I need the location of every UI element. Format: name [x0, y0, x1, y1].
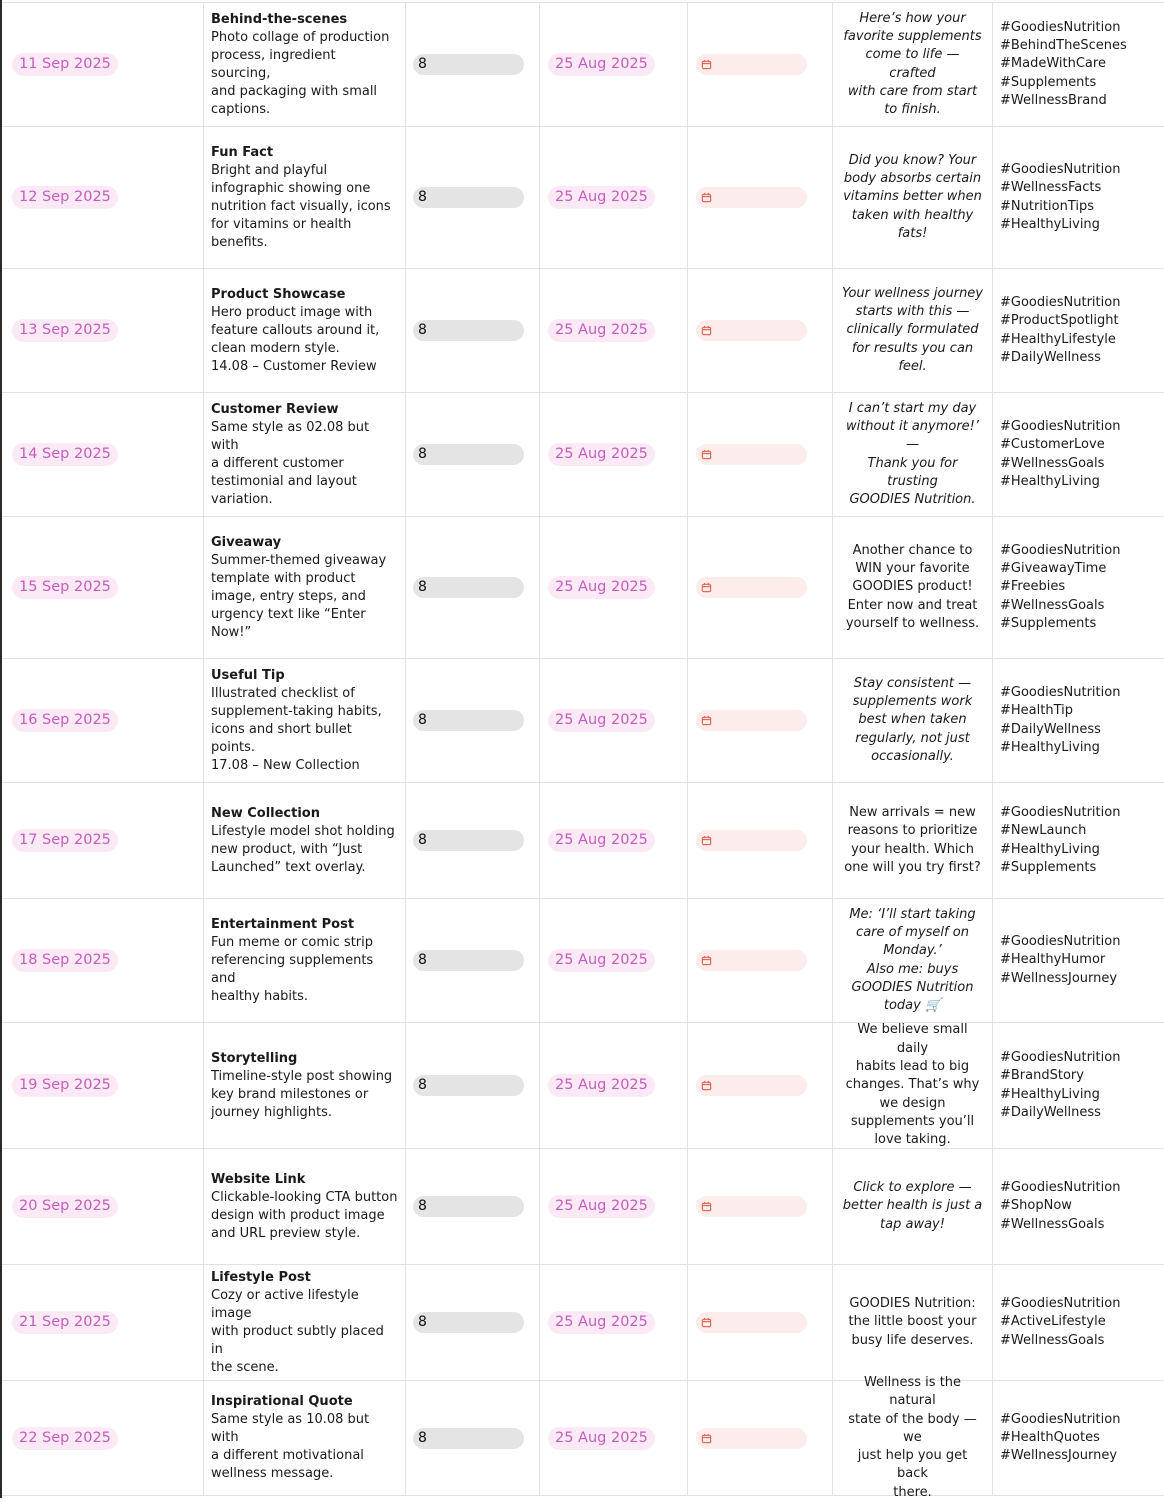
due-date-pill[interactable]: 25 Aug 2025 [548, 319, 655, 342]
description [211, 1393, 399, 1483]
post-caption: New arrivals = new reasons to prioritize your health. Which one will you try first? [844, 804, 981, 875]
post-date-pill[interactable]: 21 Sep 2025 [12, 1311, 118, 1334]
caption-cell [833, 659, 993, 782]
description-cell [204, 1381, 406, 1495]
number-cell [406, 783, 540, 898]
table-row [2, 126, 1164, 268]
hashtags-cell [993, 393, 1164, 516]
description [211, 667, 399, 775]
description-cell [204, 783, 406, 898]
due-date-cell [540, 1149, 688, 1264]
number-cell [406, 393, 540, 516]
hashtag: #NewLaunch [1000, 823, 1087, 839]
hashtag: #GoodiesNutrition [1000, 1296, 1121, 1312]
hashtag-list [1000, 1295, 1120, 1350]
post-date-pill[interactable]: 14 Sep 2025 [12, 443, 118, 466]
number-cell [406, 3, 540, 126]
post-description: Photo collage of production process, ingredient sourcing, and packaging with small captions. [211, 29, 390, 117]
hashtag: #GoodiesNutrition [1000, 934, 1121, 950]
number-cell [406, 269, 540, 392]
hashtag: #Supplements [1000, 74, 1097, 90]
post-caption: We believe small daily habits lead to big changes. That’s why we design supplements you’ll love taking. [845, 1022, 980, 1148]
hashtag: #GoodiesNutrition [1000, 19, 1121, 35]
post-caption: Stay consistent — supplements work best when taken regularly, not just occasionally. [852, 675, 973, 764]
hashtag: #DailyWellness [1000, 349, 1101, 365]
description [211, 534, 386, 642]
calendar-icon[interactable] [701, 1433, 712, 1444]
post-title: Giveaway [211, 534, 282, 550]
number-cell [406, 517, 540, 658]
hashtags-cell [993, 899, 1164, 1022]
hashtag: #WellnessGoals [1000, 1216, 1105, 1232]
post-caption: Your wellness journey starts with this — clinically formulated for results you can feel. [841, 285, 984, 374]
due-date-pill[interactable]: 25 Aug 2025 [548, 53, 655, 76]
hashtag-list [1000, 542, 1120, 633]
due-date-pill[interactable]: 25 Aug 2025 [548, 1427, 655, 1450]
table-row [2, 658, 1164, 782]
post-date-cell [2, 899, 204, 1022]
due-date-cell [540, 517, 688, 658]
hashtag: #MadeWithCare [1000, 56, 1106, 72]
hashtag: #ActiveLifestyle [1000, 1314, 1106, 1330]
hashtags-cell [993, 1381, 1164, 1495]
calendar-cell [688, 1023, 833, 1148]
post-date-cell [2, 659, 204, 782]
number-pill[interactable]: 8 [413, 1428, 524, 1449]
hashtags-cell [993, 659, 1164, 782]
due-date-pill[interactable]: 25 Aug 2025 [548, 443, 655, 466]
hashtag-list [1000, 161, 1120, 234]
hashtag-list [1000, 1411, 1120, 1466]
due-date-cell [540, 1023, 688, 1148]
calendar-icon[interactable] [701, 325, 712, 336]
number-pill[interactable]: 8 [413, 577, 524, 598]
number-pill[interactable]: 8 [413, 54, 524, 75]
post-caption: Here’s how your favorite supplements come to life — crafted with care from start to finish. [843, 10, 982, 118]
caption-cell [833, 127, 993, 268]
hashtag: #HealthQuotes [1000, 1429, 1100, 1445]
post-description: Timeline-style post showing key brand milestones or journey highlights. [211, 1068, 393, 1120]
calendar-cell [688, 899, 833, 1022]
hashtag: #CustomerLove [1000, 437, 1105, 453]
description-cell [204, 393, 406, 516]
post-description: Same style as 10.08 but with a different motivational wellness message. [211, 1412, 370, 1481]
caption-cell [833, 393, 993, 516]
calendar-cell [688, 659, 833, 782]
calendar-cell [688, 269, 833, 392]
post-date-pill[interactable]: 17 Sep 2025 [12, 829, 118, 852]
date-picker-field[interactable] [696, 1075, 807, 1096]
hashtag-list [1000, 1179, 1120, 1234]
hashtag: #GoodiesNutrition [1000, 418, 1121, 434]
hashtag-list [1000, 684, 1120, 757]
number-pill[interactable]: 8 [413, 320, 524, 341]
description-cell [204, 517, 406, 658]
post-caption: Another chance to WIN your favorite GOODIES product! Enter now and treat yourself to wellness. [845, 542, 980, 631]
hashtag: #WellnessGoals [1000, 597, 1105, 613]
hashtag: #Supplements [1000, 859, 1097, 875]
calendar-cell [688, 783, 833, 898]
due-date-cell [540, 1265, 688, 1380]
hashtags-cell [993, 1265, 1164, 1380]
post-description: Summer-themed giveaway template with product image, entry steps, and urgency text like “Enter Now!” [211, 552, 387, 640]
date-picker-field[interactable] [696, 187, 807, 208]
due-date-pill[interactable]: 25 Aug 2025 [548, 829, 655, 852]
description-cell [204, 899, 406, 1022]
table-row [2, 392, 1164, 516]
hashtag: #HealthyLiving [1000, 216, 1100, 232]
hashtags-cell [993, 1149, 1164, 1264]
due-date-cell [540, 3, 688, 126]
number-pill[interactable]: 8 [413, 444, 524, 465]
caption-cell [833, 899, 993, 1022]
calendar-cell [688, 1381, 833, 1495]
hashtag-list [1000, 1049, 1120, 1122]
hashtag: #NutritionTips [1000, 198, 1094, 214]
date-picker-field[interactable] [696, 54, 807, 75]
description [211, 286, 379, 376]
number-cell [406, 1149, 540, 1264]
calendar-icon[interactable] [701, 1201, 712, 1212]
post-title: Lifestyle Post [211, 1269, 311, 1285]
post-date-pill[interactable]: 15 Sep 2025 [12, 576, 118, 599]
description-cell [204, 1265, 406, 1380]
post-caption: GOODIES Nutrition: the little boost your busy life deserves. [848, 1296, 977, 1348]
due-date-cell [540, 1381, 688, 1495]
post-date-pill[interactable]: 18 Sep 2025 [12, 949, 118, 972]
calendar-icon[interactable] [701, 835, 712, 846]
number-pill[interactable]: 8 [413, 1075, 524, 1096]
caption-cell [833, 1265, 993, 1380]
description [211, 401, 399, 509]
hashtags-cell [993, 517, 1164, 658]
hashtag: #GoodiesNutrition [1000, 1049, 1121, 1065]
post-title: Website Link [211, 1171, 306, 1187]
hashtag-list [1000, 19, 1127, 110]
post-caption: I can’t start my day without it anymore!’ — Thank you for trusting GOODIES Nutrition. [845, 400, 980, 508]
hashtag: #ProductSpotlight [1000, 313, 1119, 329]
hashtag: #GoodiesNutrition [1000, 1180, 1121, 1196]
post-description: Clickable-looking CTA button design with product image and URL preview style. [211, 1189, 398, 1241]
post-title: Behind-the-scenes [211, 11, 348, 27]
date-picker-field[interactable] [696, 320, 807, 341]
calendar-icon[interactable] [701, 955, 712, 966]
hashtag: #BrandStory [1000, 1068, 1084, 1084]
post-date-cell [2, 3, 204, 126]
number-cell [406, 1023, 540, 1148]
post-title: New Collection [211, 805, 320, 821]
calendar-icon[interactable] [701, 1080, 712, 1091]
date-picker-field[interactable] [696, 830, 807, 851]
calendar-icon[interactable] [701, 715, 712, 726]
hashtags-cell [993, 3, 1164, 126]
hashtags-cell [993, 127, 1164, 268]
hashtags-cell [993, 1023, 1164, 1148]
calendar-cell [688, 1149, 833, 1264]
post-title: Inspirational Quote [211, 1394, 353, 1409]
hashtag: #ShopNow [1000, 1198, 1072, 1214]
table-row [2, 1148, 1164, 1264]
description-cell [204, 659, 406, 782]
hashtag: #HealthyLiving [1000, 1086, 1100, 1102]
number-cell [406, 1265, 540, 1380]
table-row [2, 1022, 1164, 1148]
post-date-cell [2, 1149, 204, 1264]
post-description: Illustrated checklist of supplement-taking habits, icons and short bullet points. 17.08 – New Collection [211, 685, 382, 773]
due-date-cell [540, 127, 688, 268]
post-caption: Click to explore — better health is just a tap away! [842, 1180, 983, 1232]
table-row [2, 268, 1164, 392]
calendar-icon[interactable] [701, 582, 712, 593]
due-date-pill[interactable]: 25 Aug 2025 [548, 576, 655, 599]
due-date-cell [540, 899, 688, 1022]
hashtag: #HealthyLiving [1000, 841, 1100, 857]
hashtag: #Freebies [1000, 579, 1066, 595]
hashtag: #Supplements [1000, 615, 1097, 631]
post-title: Entertainment Post [211, 916, 355, 932]
calendar-cell [688, 3, 833, 126]
post-caption: Wellness is the natural state of the body — we just help you get back there. [848, 1374, 977, 1500]
post-date-pill[interactable]: 20 Sep 2025 [12, 1195, 118, 1218]
hashtag: #GoodiesNutrition [1000, 804, 1121, 820]
hashtag: #HealthTip [1000, 703, 1073, 719]
date-picker-field[interactable] [696, 577, 807, 598]
caption-cell [833, 517, 993, 658]
number-pill[interactable]: 8 [413, 1312, 524, 1333]
due-date-pill[interactable]: 25 Aug 2025 [548, 709, 655, 732]
calendar-icon[interactable] [701, 192, 712, 203]
date-picker-field[interactable] [696, 1428, 807, 1449]
table-row [2, 1374, 1164, 1500]
hashtag-list [1000, 804, 1120, 877]
due-date-pill[interactable]: 25 Aug 2025 [548, 949, 655, 972]
hashtag: #HealthyLiving [1000, 739, 1100, 755]
hashtag: #GoodiesNutrition [1000, 542, 1121, 558]
post-date-cell [2, 1023, 204, 1148]
due-date-cell [540, 783, 688, 898]
post-description: Bright and playful infographic showing one nutrition fact visually, icons for vitamins or health benefits. [211, 162, 391, 250]
date-picker-field[interactable] [696, 444, 807, 465]
post-title: Useful Tip [211, 667, 285, 683]
hashtag: #GoodiesNutrition [1000, 1411, 1121, 1427]
hashtag: #GiveawayTime [1000, 561, 1107, 577]
post-date-cell [2, 127, 204, 268]
due-date-cell [540, 393, 688, 516]
description [211, 1050, 392, 1122]
post-description: Hero product image with feature callouts around it, clean modern style. 14.08 – Customer Review [211, 304, 380, 374]
caption-cell [833, 1374, 993, 1500]
post-description: Same style as 02.08 but with a different customer testimonial and layout variation. [211, 419, 370, 507]
table-row [2, 516, 1164, 658]
table-row [2, 1264, 1164, 1380]
post-date-pill[interactable]: 16 Sep 2025 [12, 709, 118, 732]
caption-cell [833, 3, 993, 126]
caption-cell [833, 1023, 993, 1148]
due-date-pill[interactable]: 25 Aug 2025 [548, 186, 655, 209]
number-pill[interactable]: 8 [413, 710, 524, 731]
post-title: Product Showcase [211, 286, 346, 302]
hashtag: #HealthyLiving [1000, 473, 1100, 489]
description [211, 144, 391, 252]
number-pill[interactable]: 8 [413, 187, 524, 208]
hashtags-cell [993, 783, 1164, 898]
post-caption: Me: ‘I’ll start taking care of myself on Monday.’ Also me: buys GOODIES Nutrition today 🛒 [849, 906, 976, 1014]
table-row [2, 898, 1164, 1022]
description [211, 916, 399, 1006]
post-description: Lifestyle model shot holding new product, with “Just Launched” text overlay. [211, 823, 395, 875]
hashtag: #GoodiesNutrition [1000, 684, 1121, 700]
date-picker-field[interactable] [696, 1312, 807, 1333]
hashtag: #WellnessFacts [1000, 180, 1102, 196]
hashtag: #DailyWellness [1000, 1104, 1101, 1120]
calendar-cell [688, 517, 833, 658]
post-date-cell [2, 783, 204, 898]
post-description: Fun meme or comic strip referencing supplements and healthy habits. [211, 934, 374, 1004]
post-date-pill[interactable]: 12 Sep 2025 [12, 186, 118, 209]
hashtag: #DailyWellness [1000, 721, 1101, 737]
calendar-cell [688, 393, 833, 516]
post-title: Customer Review [211, 401, 339, 417]
post-date-cell [2, 1265, 204, 1380]
description [211, 11, 399, 119]
date-picker-field[interactable] [696, 950, 807, 971]
post-date-pill[interactable]: 13 Sep 2025 [12, 319, 118, 342]
table-row [2, 2, 1164, 126]
hashtag: #BehindTheScenes [1000, 38, 1127, 54]
due-date-pill[interactable]: 25 Aug 2025 [548, 1074, 655, 1097]
post-description: Cozy or active lifestyle image with product subtly placed in the scene. [211, 1287, 384, 1375]
description-cell [204, 269, 406, 392]
hashtag: #GoodiesNutrition [1000, 161, 1121, 177]
due-date-cell [540, 659, 688, 782]
description-cell [204, 3, 406, 126]
number-cell [406, 1381, 540, 1495]
number-cell [406, 659, 540, 782]
post-title: Storytelling [211, 1050, 298, 1066]
date-picker-field[interactable] [696, 710, 807, 731]
number-pill[interactable]: 8 [413, 950, 524, 971]
hashtag-list [1000, 933, 1120, 988]
caption-cell [833, 1149, 993, 1264]
post-caption: Did you know? Your body absorbs certain vitamins better when taken with healthy fats! [843, 152, 982, 241]
post-date-cell [2, 517, 204, 658]
post-date-pill[interactable]: 19 Sep 2025 [12, 1074, 118, 1097]
post-date-pill[interactable]: 11 Sep 2025 [12, 53, 118, 76]
number-cell [406, 899, 540, 1022]
calendar-cell [688, 1265, 833, 1380]
post-date-cell [2, 393, 204, 516]
hashtag: #GoodiesNutrition [1000, 294, 1121, 310]
calendar-cell [688, 127, 833, 268]
number-pill[interactable]: 8 [413, 830, 524, 851]
due-date-cell [540, 269, 688, 392]
hashtag-list [1000, 294, 1120, 367]
description [211, 1269, 399, 1377]
caption-cell [833, 269, 993, 392]
calendar-icon[interactable] [701, 449, 712, 460]
hashtags-cell [993, 269, 1164, 392]
post-date-pill[interactable]: 22 Sep 2025 [12, 1427, 118, 1450]
calendar-icon[interactable] [701, 59, 712, 70]
description [211, 805, 395, 877]
hashtag: #WellnessGoals [1000, 1332, 1105, 1348]
calendar-icon[interactable] [701, 1317, 712, 1328]
description-cell [204, 1149, 406, 1264]
caption-cell [833, 783, 993, 898]
hashtag: #HealthyLifestyle [1000, 331, 1116, 347]
description-cell [204, 127, 406, 268]
hashtag-list [1000, 418, 1120, 491]
post-date-cell [2, 1381, 204, 1495]
description-cell [204, 1023, 406, 1148]
hashtag: #WellnessBrand [1000, 92, 1107, 108]
table-row [2, 782, 1164, 898]
hashtag: #WellnessJourney [1000, 970, 1118, 986]
due-date-pill[interactable]: 25 Aug 2025 [548, 1311, 655, 1334]
description [211, 1171, 397, 1243]
number-pill[interactable]: 8 [413, 1196, 524, 1217]
hashtag: #HealthyHumor [1000, 952, 1106, 968]
date-picker-field[interactable] [696, 1196, 807, 1217]
hashtag: #WellnessJourney [1000, 1448, 1118, 1464]
due-date-pill[interactable]: 25 Aug 2025 [548, 1195, 655, 1218]
post-date-cell [2, 269, 204, 392]
hashtag: #WellnessGoals [1000, 455, 1105, 471]
number-cell [406, 127, 540, 268]
post-title: Fun Fact [211, 144, 274, 160]
